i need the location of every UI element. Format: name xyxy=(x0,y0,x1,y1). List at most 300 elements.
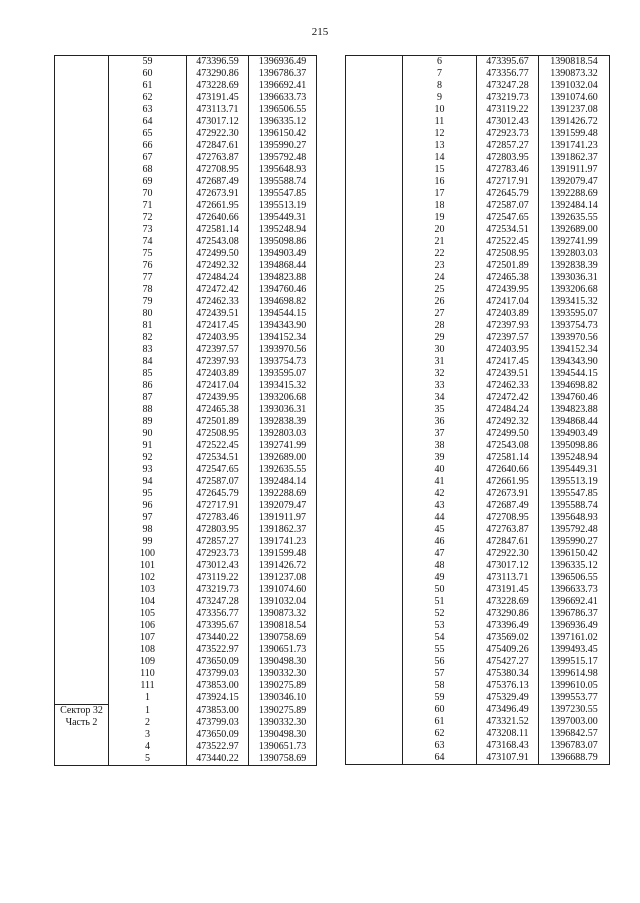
table-row xyxy=(346,272,610,284)
table-row xyxy=(346,260,610,272)
x-coordinate-cell: 472484.24 xyxy=(477,404,539,416)
y-coordinate-cell: 1390758.69 xyxy=(249,753,317,766)
x-coordinate-cell: 472499.50 xyxy=(187,248,249,260)
x-coordinate-cell: 472547.65 xyxy=(477,212,539,224)
point-number-cell: 23 xyxy=(403,260,477,272)
x-coordinate-cell: 473650.09 xyxy=(187,729,249,741)
y-coordinate-cell: 1392635.55 xyxy=(539,212,610,224)
table-row xyxy=(55,68,317,80)
coordinates-table-right xyxy=(345,55,610,765)
x-coordinate-cell: 473191.45 xyxy=(187,92,249,104)
section-cell xyxy=(55,152,109,164)
y-coordinate-cell: 1397230.55 xyxy=(539,704,610,716)
x-coordinate-cell: 473107.91 xyxy=(477,752,539,765)
y-coordinate-cell: 1392079.47 xyxy=(539,176,610,188)
table-row xyxy=(55,753,317,766)
y-coordinate-cell: 1391426.72 xyxy=(249,560,317,572)
table-row xyxy=(55,104,317,116)
section-cell xyxy=(346,464,403,476)
table-row xyxy=(346,248,610,260)
table-row xyxy=(346,392,610,404)
point-number-cell: 98 xyxy=(109,524,187,536)
x-coordinate-cell: 473356.77 xyxy=(187,608,249,620)
section-cell xyxy=(55,248,109,260)
point-number-cell: 56 xyxy=(403,656,477,668)
y-coordinate-cell: 1396692.41 xyxy=(539,596,610,608)
point-number-cell: 93 xyxy=(109,464,187,476)
point-number-cell: 45 xyxy=(403,524,477,536)
y-coordinate-cell: 1396633.73 xyxy=(539,584,610,596)
point-number-cell: 88 xyxy=(109,404,187,416)
x-coordinate-cell: 472587.07 xyxy=(187,476,249,488)
point-number-cell: 63 xyxy=(109,104,187,116)
section-cell xyxy=(55,512,109,524)
section-cell xyxy=(346,596,403,608)
x-coordinate-cell: 472661.95 xyxy=(477,476,539,488)
x-coordinate-cell: 472465.38 xyxy=(477,272,539,284)
section-cell xyxy=(346,740,403,752)
table-row xyxy=(55,428,317,440)
x-coordinate-cell: 472499.50 xyxy=(477,428,539,440)
x-coordinate-cell: 473208.11 xyxy=(477,728,539,740)
y-coordinate-cell: 1394903.49 xyxy=(539,428,610,440)
section-cell xyxy=(346,140,403,152)
y-coordinate-cell: 1394823.88 xyxy=(539,404,610,416)
section-cell xyxy=(346,56,403,69)
section-cell xyxy=(55,753,109,766)
x-coordinate-cell: 473569.02 xyxy=(477,632,539,644)
table-row xyxy=(55,729,317,741)
y-coordinate-cell: 1396786.37 xyxy=(539,608,610,620)
table-row xyxy=(346,464,610,476)
x-coordinate-cell: 472803.95 xyxy=(187,524,249,536)
point-number-cell: 65 xyxy=(109,128,187,140)
y-coordinate-cell: 1390275.89 xyxy=(249,705,317,718)
point-number-cell: 42 xyxy=(403,488,477,500)
x-coordinate-cell: 473650.09 xyxy=(187,656,249,668)
point-number-cell: 100 xyxy=(109,548,187,560)
y-coordinate-cell: 1391911.97 xyxy=(539,164,610,176)
x-coordinate-cell: 472534.51 xyxy=(477,224,539,236)
point-number-cell: 86 xyxy=(109,380,187,392)
y-coordinate-cell: 1390498.30 xyxy=(249,656,317,668)
y-coordinate-cell: 1391599.48 xyxy=(249,548,317,560)
section-cell xyxy=(346,656,403,668)
y-coordinate-cell: 1395648.93 xyxy=(539,512,610,524)
table-row xyxy=(55,332,317,344)
point-number-cell: 52 xyxy=(403,608,477,620)
y-coordinate-cell: 1397003.00 xyxy=(539,716,610,728)
y-coordinate-cell: 1391237.08 xyxy=(539,104,610,116)
table-row xyxy=(346,620,610,632)
table-row xyxy=(55,344,317,356)
table-row xyxy=(55,705,317,718)
table-row xyxy=(346,704,610,716)
section-cell xyxy=(55,440,109,452)
x-coordinate-cell: 472717.91 xyxy=(187,500,249,512)
point-number-cell: 25 xyxy=(403,284,477,296)
point-number-cell: 3 xyxy=(109,729,187,741)
table-row xyxy=(55,680,317,692)
x-coordinate-cell: 472397.57 xyxy=(477,332,539,344)
point-number-cell: 67 xyxy=(109,152,187,164)
point-number-cell: 28 xyxy=(403,320,477,332)
table-row xyxy=(55,572,317,584)
table-row xyxy=(346,632,610,644)
section-cell xyxy=(55,92,109,104)
x-coordinate-cell: 473440.22 xyxy=(187,753,249,766)
point-number-cell: 55 xyxy=(403,644,477,656)
section-cell xyxy=(55,80,109,92)
x-coordinate-cell: 472501.89 xyxy=(477,260,539,272)
table-row xyxy=(55,692,317,705)
y-coordinate-cell: 1393206.68 xyxy=(539,284,610,296)
y-coordinate-cell: 1391237.08 xyxy=(249,572,317,584)
section-cell xyxy=(55,692,109,705)
y-coordinate-cell: 1393415.32 xyxy=(539,296,610,308)
table-row xyxy=(55,608,317,620)
section-cell xyxy=(346,644,403,656)
point-number-cell: 85 xyxy=(109,368,187,380)
x-coordinate-cell: 472783.46 xyxy=(477,164,539,176)
x-coordinate-cell: 472465.38 xyxy=(187,404,249,416)
table-row xyxy=(346,608,610,620)
y-coordinate-cell: 1395792.48 xyxy=(249,152,317,164)
table-row xyxy=(346,452,610,464)
table-row xyxy=(55,668,317,680)
x-coordinate-cell: 473290.86 xyxy=(187,68,249,80)
x-coordinate-cell: 475376.13 xyxy=(477,680,539,692)
point-number-cell: 72 xyxy=(109,212,187,224)
table-row xyxy=(55,632,317,644)
page-number: 215 xyxy=(311,26,329,38)
table-row xyxy=(55,416,317,428)
x-coordinate-cell: 475380.34 xyxy=(477,668,539,680)
y-coordinate-cell: 1395990.27 xyxy=(539,536,610,548)
point-number-cell: 34 xyxy=(403,392,477,404)
y-coordinate-cell: 1391032.04 xyxy=(249,596,317,608)
y-coordinate-cell: 1393206.68 xyxy=(249,392,317,404)
table-row xyxy=(346,548,610,560)
section-cell xyxy=(55,176,109,188)
section-cell xyxy=(346,728,403,740)
x-coordinate-cell: 472687.49 xyxy=(477,500,539,512)
point-number-cell: 92 xyxy=(109,452,187,464)
y-coordinate-cell: 1390498.30 xyxy=(249,729,317,741)
section-cell xyxy=(55,368,109,380)
x-coordinate-cell: 472417.45 xyxy=(477,356,539,368)
y-coordinate-cell: 1394760.46 xyxy=(539,392,610,404)
table-row xyxy=(55,260,317,272)
x-coordinate-cell: 472783.46 xyxy=(187,512,249,524)
y-coordinate-cell: 1394868.44 xyxy=(249,260,317,272)
section-cell xyxy=(346,104,403,116)
table-row xyxy=(55,116,317,128)
point-number-cell: 109 xyxy=(109,656,187,668)
x-coordinate-cell: 473113.71 xyxy=(477,572,539,584)
y-coordinate-cell: 1391599.48 xyxy=(539,128,610,140)
x-coordinate-cell: 472403.95 xyxy=(187,332,249,344)
point-number-cell: 59 xyxy=(109,56,187,69)
x-coordinate-cell: 472439.95 xyxy=(187,392,249,404)
point-number-cell: 68 xyxy=(109,164,187,176)
section-cell xyxy=(55,188,109,200)
section-cell xyxy=(346,356,403,368)
point-number-cell: 91 xyxy=(109,440,187,452)
x-coordinate-cell: 473396.59 xyxy=(187,56,249,69)
section-cell xyxy=(346,116,403,128)
y-coordinate-cell: 1395547.85 xyxy=(539,488,610,500)
point-number-cell: 29 xyxy=(403,332,477,344)
x-coordinate-cell: 473219.73 xyxy=(477,92,539,104)
point-number-cell: 60 xyxy=(109,68,187,80)
table-row xyxy=(55,92,317,104)
point-number-cell: 61 xyxy=(109,80,187,92)
x-coordinate-cell: 472439.95 xyxy=(477,284,539,296)
coordinates-table-left xyxy=(54,55,317,766)
table-row xyxy=(346,128,610,140)
table-row xyxy=(55,596,317,608)
table-row xyxy=(55,741,317,753)
table-row xyxy=(346,344,610,356)
point-number-cell: 61 xyxy=(403,716,477,728)
section-cell xyxy=(55,380,109,392)
y-coordinate-cell: 1391862.37 xyxy=(249,524,317,536)
section-cell xyxy=(55,200,109,212)
section-cell xyxy=(55,272,109,284)
x-coordinate-cell: 473522.97 xyxy=(187,741,249,753)
point-number-cell: 57 xyxy=(403,668,477,680)
section-cell xyxy=(346,68,403,80)
section-cell xyxy=(55,596,109,608)
table-row xyxy=(55,404,317,416)
y-coordinate-cell: 1392838.39 xyxy=(539,260,610,272)
y-coordinate-cell: 1396842.57 xyxy=(539,728,610,740)
y-coordinate-cell: 1396506.55 xyxy=(249,104,317,116)
x-coordinate-cell: 472922.30 xyxy=(187,128,249,140)
point-number-cell: 31 xyxy=(403,356,477,368)
point-number-cell: 19 xyxy=(403,212,477,224)
table-row xyxy=(55,308,317,320)
section-cell xyxy=(55,356,109,368)
table-row xyxy=(346,740,610,752)
point-number-cell: 13 xyxy=(403,140,477,152)
y-coordinate-cell: 1391074.60 xyxy=(249,584,317,596)
point-number-cell: 78 xyxy=(109,284,187,296)
point-number-cell: 39 xyxy=(403,452,477,464)
y-coordinate-cell: 1393754.73 xyxy=(539,320,610,332)
table-row xyxy=(346,716,610,728)
table-row xyxy=(55,380,317,392)
y-coordinate-cell: 1395990.27 xyxy=(249,140,317,152)
y-coordinate-cell: 1392803.03 xyxy=(249,428,317,440)
point-number-cell: 18 xyxy=(403,200,477,212)
section-cell xyxy=(346,608,403,620)
table-row xyxy=(55,140,317,152)
table-row xyxy=(346,680,610,692)
section-cell xyxy=(346,416,403,428)
x-coordinate-cell: 473440.22 xyxy=(187,632,249,644)
point-number-cell: 32 xyxy=(403,368,477,380)
section-cell xyxy=(55,656,109,668)
y-coordinate-cell: 1391741.23 xyxy=(539,140,610,152)
x-coordinate-cell: 472522.45 xyxy=(477,236,539,248)
point-number-cell: 80 xyxy=(109,308,187,320)
section-cell xyxy=(346,236,403,248)
table-row xyxy=(346,116,610,128)
section-cell xyxy=(55,560,109,572)
section-cell xyxy=(55,464,109,476)
section-cell xyxy=(346,296,403,308)
y-coordinate-cell: 1390818.54 xyxy=(249,620,317,632)
section-cell xyxy=(346,284,403,296)
point-number-cell: 36 xyxy=(403,416,477,428)
point-number-cell: 70 xyxy=(109,188,187,200)
section-cell xyxy=(55,404,109,416)
section-cell xyxy=(55,320,109,332)
section-cell xyxy=(346,212,403,224)
x-coordinate-cell: 473247.28 xyxy=(187,596,249,608)
point-number-cell: 102 xyxy=(109,572,187,584)
x-coordinate-cell: 473012.43 xyxy=(477,116,539,128)
table-row xyxy=(346,92,610,104)
x-coordinate-cell: 472403.95 xyxy=(477,344,539,356)
point-number-cell: 96 xyxy=(109,500,187,512)
x-coordinate-cell: 473119.22 xyxy=(187,572,249,584)
point-number-cell: 81 xyxy=(109,320,187,332)
x-coordinate-cell: 472417.45 xyxy=(187,320,249,332)
section-cell xyxy=(346,488,403,500)
section-cell xyxy=(55,729,109,741)
y-coordinate-cell: 1395648.93 xyxy=(249,164,317,176)
point-number-cell: 48 xyxy=(403,560,477,572)
x-coordinate-cell: 472587.07 xyxy=(477,200,539,212)
section-cell xyxy=(55,116,109,128)
point-number-cell: 103 xyxy=(109,584,187,596)
y-coordinate-cell: 1396783.07 xyxy=(539,740,610,752)
point-number-cell: 108 xyxy=(109,644,187,656)
x-coordinate-cell: 472462.33 xyxy=(477,380,539,392)
y-coordinate-cell: 1392288.69 xyxy=(539,188,610,200)
y-coordinate-cell: 1395449.31 xyxy=(249,212,317,224)
y-coordinate-cell: 1392741.99 xyxy=(249,440,317,452)
section-cell xyxy=(346,164,403,176)
section-cell xyxy=(55,236,109,248)
section-cell xyxy=(346,440,403,452)
table-row xyxy=(346,80,610,92)
point-number-cell: 107 xyxy=(109,632,187,644)
x-coordinate-cell: 472492.32 xyxy=(187,260,249,272)
section-cell xyxy=(346,524,403,536)
y-coordinate-cell: 1395547.85 xyxy=(249,188,317,200)
section-cell xyxy=(55,104,109,116)
table-row xyxy=(55,200,317,212)
y-coordinate-cell: 1390873.32 xyxy=(249,608,317,620)
section-cell xyxy=(346,320,403,332)
y-coordinate-cell: 1394698.82 xyxy=(539,380,610,392)
point-number-cell: 7 xyxy=(403,68,477,80)
x-coordinate-cell: 475427.27 xyxy=(477,656,539,668)
x-coordinate-cell: 472534.51 xyxy=(187,452,249,464)
section-cell xyxy=(346,392,403,404)
x-coordinate-cell: 473228.69 xyxy=(477,596,539,608)
point-number-cell: 27 xyxy=(403,308,477,320)
y-coordinate-cell: 1396335.12 xyxy=(249,116,317,128)
table-row xyxy=(55,452,317,464)
x-coordinate-cell: 472484.24 xyxy=(187,272,249,284)
x-coordinate-cell: 475329.49 xyxy=(477,692,539,704)
point-number-cell: 83 xyxy=(109,344,187,356)
section-cell xyxy=(346,620,403,632)
x-coordinate-cell: 472645.79 xyxy=(477,188,539,200)
point-number-cell: 37 xyxy=(403,428,477,440)
x-coordinate-cell: 473853.00 xyxy=(187,705,249,718)
x-coordinate-cell: 473228.69 xyxy=(187,80,249,92)
x-coordinate-cell: 473017.12 xyxy=(187,116,249,128)
point-number-cell: 69 xyxy=(109,176,187,188)
point-number-cell: 6 xyxy=(403,56,477,69)
x-coordinate-cell: 472857.27 xyxy=(187,536,249,548)
y-coordinate-cell: 1397161.02 xyxy=(539,632,610,644)
table-row xyxy=(55,296,317,308)
x-coordinate-cell: 473395.67 xyxy=(187,620,249,632)
section-cell xyxy=(346,716,403,728)
section-cell xyxy=(346,584,403,596)
y-coordinate-cell: 1396150.42 xyxy=(249,128,317,140)
section-cell xyxy=(55,68,109,80)
x-coordinate-cell: 472847.61 xyxy=(477,536,539,548)
table-row xyxy=(346,692,610,704)
table-row xyxy=(346,356,610,368)
table-row xyxy=(55,548,317,560)
section-cell xyxy=(346,332,403,344)
section-cell xyxy=(346,368,403,380)
section-cell xyxy=(346,512,403,524)
y-coordinate-cell: 1395513.19 xyxy=(539,476,610,488)
table-row xyxy=(55,644,317,656)
x-coordinate-cell: 472923.73 xyxy=(187,548,249,560)
y-coordinate-cell: 1394903.49 xyxy=(249,248,317,260)
y-coordinate-cell: 1393970.56 xyxy=(539,332,610,344)
point-number-cell: 97 xyxy=(109,512,187,524)
table-row xyxy=(346,308,610,320)
table-row xyxy=(55,536,317,548)
y-coordinate-cell: 1393595.07 xyxy=(539,308,610,320)
x-coordinate-cell: 472501.89 xyxy=(187,416,249,428)
table-row xyxy=(55,320,317,332)
point-number-cell: 84 xyxy=(109,356,187,368)
section-cell xyxy=(55,452,109,464)
point-number-cell: 63 xyxy=(403,740,477,752)
x-coordinate-cell: 472708.95 xyxy=(187,164,249,176)
point-number-cell: 77 xyxy=(109,272,187,284)
section-cell xyxy=(346,344,403,356)
y-coordinate-cell: 1391032.04 xyxy=(539,80,610,92)
x-coordinate-cell: 473290.86 xyxy=(477,608,539,620)
y-coordinate-cell: 1396150.42 xyxy=(539,548,610,560)
x-coordinate-cell: 472857.27 xyxy=(477,140,539,152)
table-row xyxy=(55,440,317,452)
section-cell xyxy=(346,500,403,512)
point-number-cell: 62 xyxy=(403,728,477,740)
y-coordinate-cell: 1393036.31 xyxy=(249,404,317,416)
y-coordinate-cell: 1395449.31 xyxy=(539,464,610,476)
table-row xyxy=(346,368,610,380)
y-coordinate-cell: 1393036.31 xyxy=(539,272,610,284)
y-coordinate-cell: 1390873.32 xyxy=(539,68,610,80)
y-coordinate-cell: 1399610.05 xyxy=(539,680,610,692)
table-row xyxy=(346,212,610,224)
